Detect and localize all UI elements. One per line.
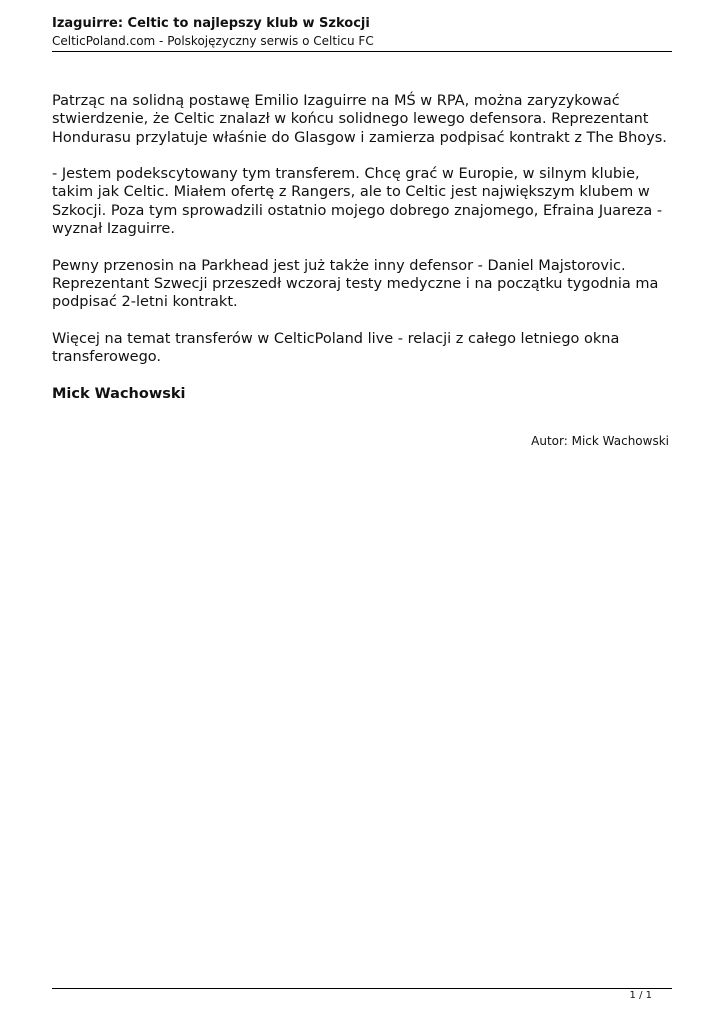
document-subtitle: CelticPoland.com - Polskojęzyczny serwis o Celticu FC [52,34,374,48]
document-header [52,15,672,49]
article-paragraph-1: Patrząc na solidną postawę Emilio Izaguirre na MŚ w RPA, można zaryzykować stwierdzenie, że Celtic znalazł w końcu solidnego lewego defensora. Reprezentant Hondurasu przylatuje właśnie do Glasgow i zamierza podpisać kontrakt z The Bhoys. [52,93,667,146]
article-body [52,92,674,403]
footer-divider [52,988,672,989]
article-paragraph-2: - Jestem podekscytowany tym transferem. Chcę grać w Europie, w silnym klubie, takim jak Celtic. Miałem ofertę z Rangers, ale to Celtic jest największym klubem w Szkocji. Poza tym sprowadzili ostatnio mojego dobrego znajomego, Efraina Juareza - wyznał Izaguirre. [52,166,663,238]
author-credit: Autor: Mick Wachowski [531,434,669,448]
article-signature: Mick Wachowski [52,385,186,402]
document-title: Izaguirre: Celtic to najlepszy klub w Szkocji [52,16,370,31]
header-divider [52,51,672,52]
article-paragraph-4: Więcej na temat transferów w CelticPoland live - relacji z całego letniego okna transferowego. [52,330,620,366]
page-number: 1 / 1 [629,990,652,1001]
article-paragraph-3: Pewny przenosin na Parkhead jest już także inny defensor - Daniel Majstorovic. Reprezentant Szwecji przeszedł wczoraj testy medyczne i na początku tygodnia ma podpisać 2-letni kontrakt. [52,257,659,311]
